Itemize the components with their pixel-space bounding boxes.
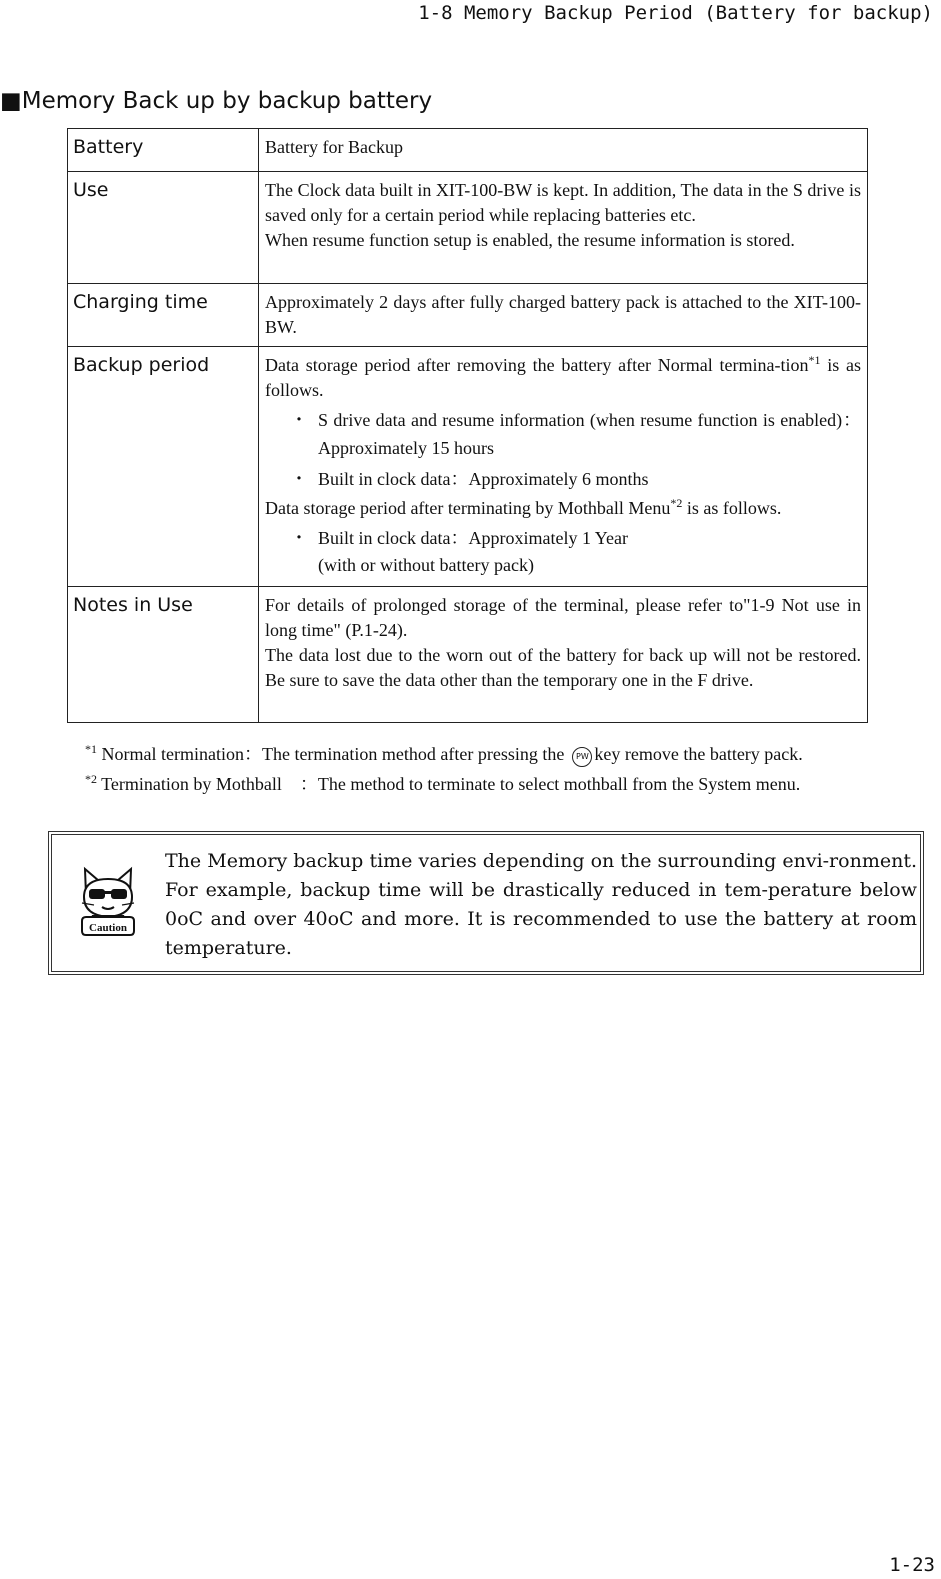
list-item xyxy=(290,524,861,552)
bullet-mark: ・ xyxy=(290,469,308,489)
footnote-2-text: Termination by Mothball ：The method to terminate to select mothball from the System menu. xyxy=(97,774,801,794)
footnote-2 xyxy=(85,773,800,795)
footnote-1-text-after: key remove the battery pack. xyxy=(594,744,803,764)
bullet-text-clock: Built in clock data：Approximately 6 months xyxy=(318,469,649,489)
caution-text: The Memory backup time varies depending on the surrounding envi-ronment. For example, backup time will be drastically reduced in tem-perature below 0oC and over 40oC and more. It is recommended to use the battery at room temperature. xyxy=(165,850,917,959)
running-header: 1-8 Memory Backup Period (Battery for backup) xyxy=(418,2,933,24)
bullet-text-mothball-clock: Built in clock data：Approximately 1 Year xyxy=(318,528,628,548)
row-label-backup: Backup period xyxy=(68,347,259,587)
bullet-continuation: (with or without battery pack) xyxy=(318,555,534,575)
use-text-2: When resume function setup is enabled, the resume information is stored. xyxy=(265,230,795,250)
backup-mothball-text: Data storage period after terminating by Mothball Menu xyxy=(265,498,671,518)
list-item xyxy=(290,406,861,462)
row-value-battery: Battery for Backup xyxy=(259,129,868,172)
row-value-charging: Approximately 2 days after fully charged battery pack is attached to the XIT-100-BW. xyxy=(259,284,868,347)
power-key-icon: PW xyxy=(572,747,592,767)
page-number: 1-23 xyxy=(889,1554,935,1576)
notes-text-1: For details of prolonged storage of the terminal, please refer to"1-9 Not use in long time" (P.1-24). xyxy=(265,595,861,640)
backup-intro-tail: is as follows. xyxy=(265,355,861,400)
row-value-backup xyxy=(259,347,868,587)
bullet-text-s-drive: S drive data and resume information (when resume function is enabled)：Approximately 15 hours xyxy=(318,410,861,458)
footnote-ref-2: *2 xyxy=(670,496,683,510)
row-label-use: Use xyxy=(68,172,259,284)
table-row-use xyxy=(68,172,868,284)
section-title: ■Memory Back up by backup battery xyxy=(0,88,433,114)
table-row-backup xyxy=(68,347,868,587)
bullet-mark: ・ xyxy=(290,410,308,430)
footnote-ref-1: *1 xyxy=(808,353,821,367)
bullet-mark: ・ xyxy=(290,528,308,548)
row-label-charging: Charging time xyxy=(68,284,259,347)
notes-text-2: The data lost due to the worn out of the battery for back up will not be restored. Be sure to save the data other than the temporary one in the F drive. xyxy=(265,645,861,690)
table-row-charging xyxy=(68,284,868,347)
footnote-1-mark: *1 xyxy=(85,742,97,756)
use-text-1: The Clock data built in XIT-100-BW is kept. In addition, The data in the S drive is saved only for a certain period while replacing batteries etc. xyxy=(265,180,861,225)
table-row-notes xyxy=(68,587,868,723)
footnote-1-text: Normal termination：The termination method after pressing the xyxy=(97,744,565,764)
caution-icon-label: Caution xyxy=(89,922,127,934)
spec-table xyxy=(67,128,868,723)
footnote-2-mark: *2 xyxy=(85,772,97,786)
backup-intro-text: Data storage period after removing the battery after Normal termina-tion xyxy=(265,355,809,375)
table-row-battery xyxy=(68,129,868,172)
caution-cat-icon xyxy=(80,865,136,942)
backup-mothball xyxy=(265,496,861,521)
footnote-1 xyxy=(85,743,803,767)
caution-box xyxy=(48,831,924,975)
row-label-notes: Notes in Use xyxy=(68,587,259,723)
backup-mothball-tail: is as follows. xyxy=(682,498,782,518)
backup-intro xyxy=(265,353,861,403)
list-item xyxy=(290,465,861,493)
row-value-notes xyxy=(259,587,868,723)
row-value-use xyxy=(259,172,868,284)
row-label-battery: Battery xyxy=(68,129,259,172)
